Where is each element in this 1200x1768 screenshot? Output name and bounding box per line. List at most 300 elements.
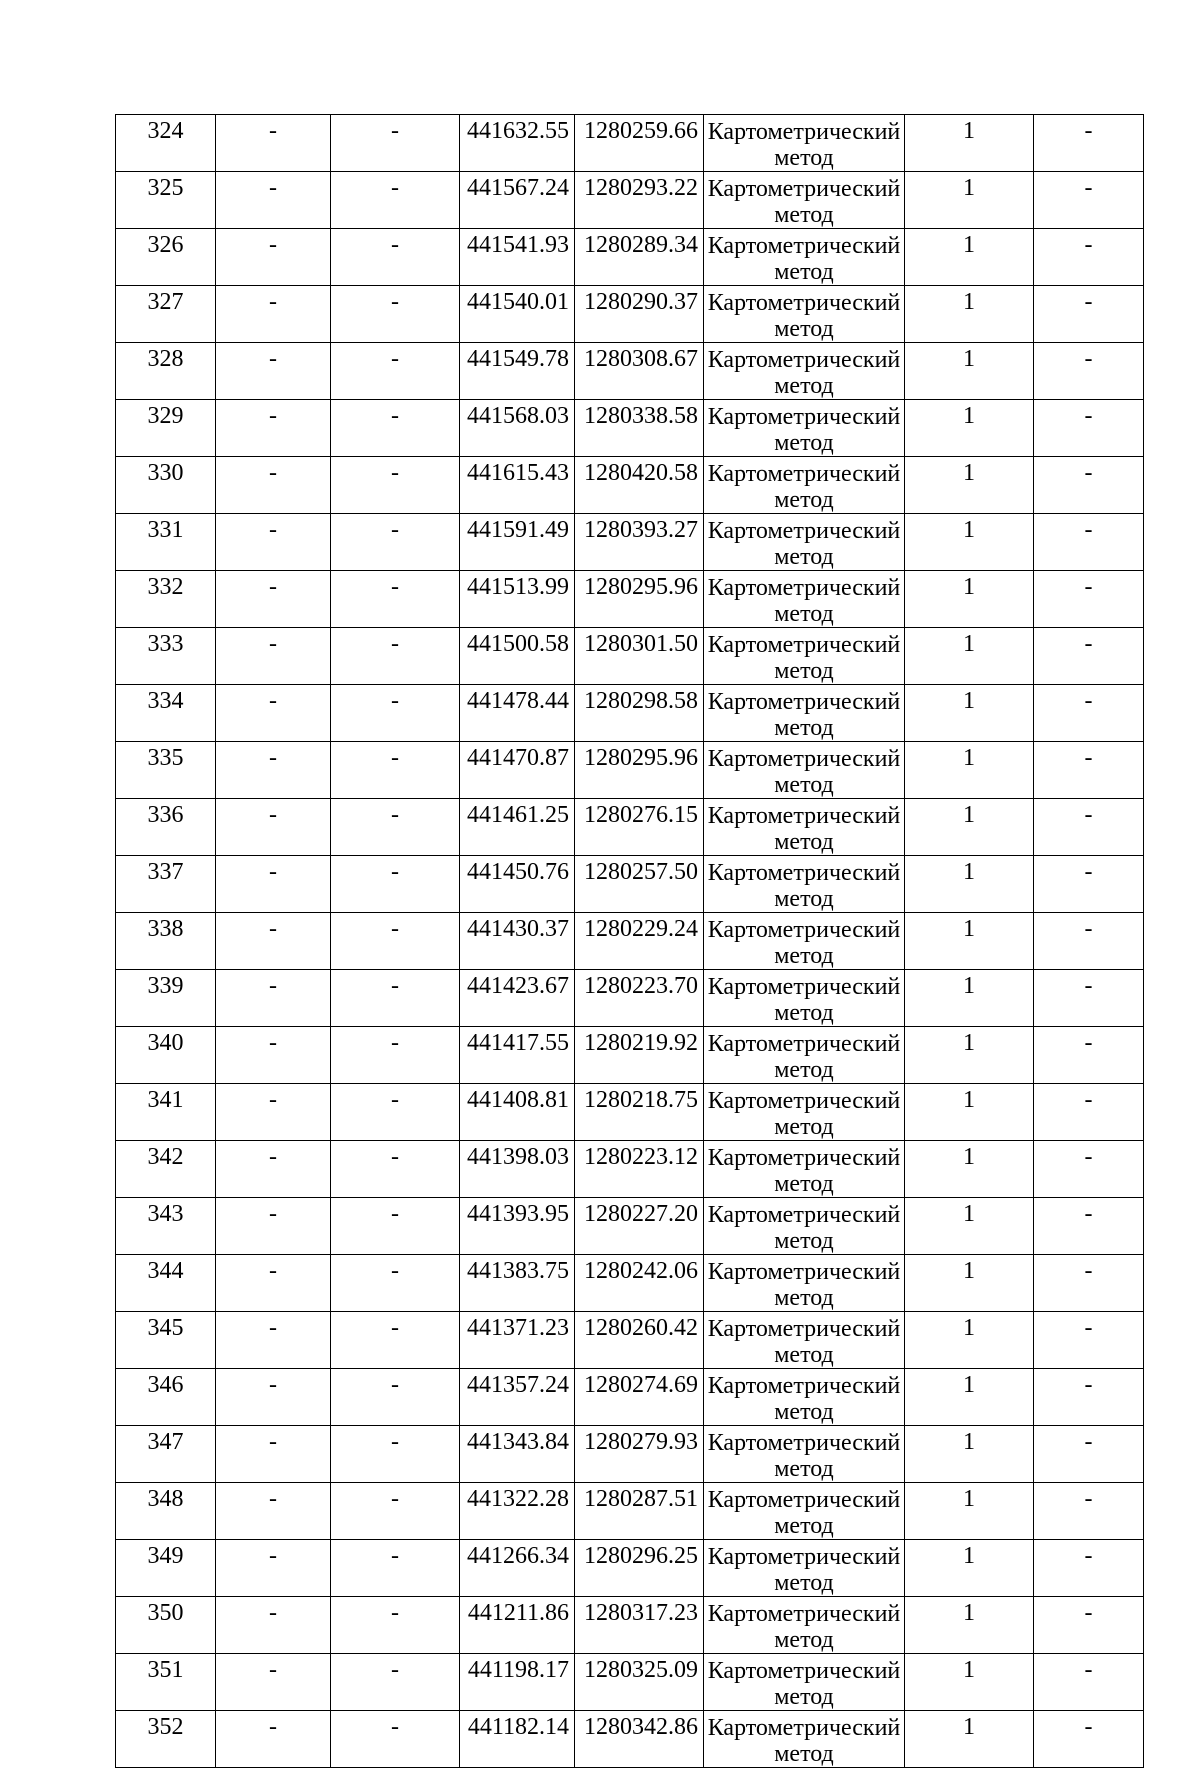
- point-number: 336: [147, 802, 184, 828]
- point-number: 352: [147, 1714, 184, 1740]
- dash-value: -: [269, 1258, 277, 1284]
- dash-value: -: [1084, 1657, 1093, 1683]
- point-number: 329: [147, 403, 184, 429]
- dash-value: -: [1084, 1429, 1093, 1455]
- dash-cell: [1034, 913, 1144, 970]
- accuracy-cell: [905, 1141, 1034, 1198]
- dash-cell: [216, 286, 331, 343]
- accuracy-value: 1: [963, 1372, 975, 1398]
- point-number: 347: [147, 1429, 184, 1455]
- point-number: 325: [147, 175, 184, 201]
- dash-value: -: [269, 802, 277, 828]
- table-row: [116, 1483, 1144, 1540]
- dash-cell: [1034, 343, 1144, 400]
- method-text: Картометрический метод: [707, 176, 901, 228]
- dash-cell: [1034, 1198, 1144, 1255]
- method-text: Картометрический метод: [707, 404, 901, 456]
- y-coordinate-cell: [575, 115, 704, 172]
- dash-value: -: [269, 175, 277, 201]
- dash-cell: [1034, 1084, 1144, 1141]
- dash-cell: [216, 1654, 331, 1711]
- method-text: Картометрический метод: [707, 119, 901, 171]
- dash-value: -: [1084, 118, 1093, 144]
- y-coordinate: 1280325.09: [584, 1657, 698, 1683]
- dash-value: -: [391, 1429, 399, 1455]
- point-number: 338: [147, 916, 184, 942]
- x-coordinate-cell: [460, 1369, 575, 1426]
- method-cell: [704, 343, 905, 400]
- y-coordinate-cell: [575, 856, 704, 913]
- dash-cell: [1034, 1711, 1144, 1768]
- dash-value: -: [1084, 232, 1093, 258]
- dash-cell: [331, 1654, 460, 1711]
- point-number: 337: [147, 859, 184, 885]
- dash-cell: [216, 1084, 331, 1141]
- x-coordinate-cell: [460, 1483, 575, 1540]
- dash-cell: [1034, 457, 1144, 514]
- accuracy-value: 1: [963, 517, 975, 543]
- dash-cell: [331, 1198, 460, 1255]
- y-coordinate: 1280260.42: [584, 1315, 698, 1341]
- x-coordinate: 441540.01: [467, 289, 569, 315]
- x-coordinate: 441343.84: [467, 1429, 569, 1455]
- y-coordinate: 1280274.69: [584, 1372, 698, 1398]
- dash-value: -: [1084, 1144, 1093, 1170]
- dash-cell: [1034, 286, 1144, 343]
- y-coordinate-cell: [575, 229, 704, 286]
- dash-value: -: [269, 1372, 277, 1398]
- accuracy-value: 1: [963, 1543, 975, 1569]
- dash-value: -: [1084, 1030, 1093, 1056]
- point-number-cell: [116, 1084, 216, 1141]
- dash-cell: [216, 400, 331, 457]
- dash-value: -: [269, 916, 277, 942]
- table-row: [116, 457, 1144, 514]
- accuracy-value: 1: [963, 1144, 975, 1170]
- method-cell: [704, 856, 905, 913]
- y-coordinate: 1280276.15: [584, 802, 698, 828]
- dash-value: -: [391, 118, 399, 144]
- x-coordinate: 441371.23: [467, 1315, 569, 1341]
- y-coordinate: 1280301.50: [584, 631, 698, 657]
- dash-cell: [216, 1711, 331, 1768]
- x-coordinate: 441211.86: [467, 1600, 569, 1626]
- accuracy-cell: [905, 457, 1034, 514]
- point-number: 346: [147, 1372, 184, 1398]
- dash-cell: [331, 457, 460, 514]
- dash-value: -: [391, 1372, 399, 1398]
- method-text: Картометрический метод: [707, 1601, 901, 1653]
- dash-value: -: [1084, 745, 1093, 771]
- dash-cell: [331, 970, 460, 1027]
- dash-cell: [216, 1597, 331, 1654]
- accuracy-cell: [905, 115, 1034, 172]
- x-coordinate-cell: [460, 343, 575, 400]
- dash-value: -: [1084, 346, 1093, 372]
- dash-cell: [216, 1255, 331, 1312]
- dash-value: -: [391, 973, 399, 999]
- method-cell: [704, 1654, 905, 1711]
- dash-value: -: [269, 346, 277, 372]
- y-coordinate-cell: [575, 1255, 704, 1312]
- accuracy-cell: [905, 229, 1034, 286]
- dash-value: -: [1084, 1600, 1093, 1626]
- dash-cell: [216, 913, 331, 970]
- accuracy-value: 1: [963, 232, 975, 258]
- table-row: [116, 400, 1144, 457]
- dash-cell: [216, 628, 331, 685]
- dash-value: -: [269, 1315, 277, 1341]
- table-row: [116, 343, 1144, 400]
- dash-cell: [1034, 1654, 1144, 1711]
- point-number-cell: [116, 115, 216, 172]
- point-number-cell: [116, 1027, 216, 1084]
- x-coordinate: 441266.34: [467, 1543, 569, 1569]
- dash-cell: [1034, 1597, 1144, 1654]
- x-coordinate-cell: [460, 913, 575, 970]
- y-coordinate: 1280218.75: [584, 1087, 698, 1113]
- accuracy-cell: [905, 1255, 1034, 1312]
- method-text: Картометрический метод: [707, 1316, 901, 1368]
- dash-cell: [1034, 1255, 1144, 1312]
- table-row: [116, 685, 1144, 742]
- dash-cell: [1034, 1027, 1144, 1084]
- x-coordinate-cell: [460, 1426, 575, 1483]
- method-cell: [704, 1711, 905, 1768]
- point-number-cell: [116, 685, 216, 742]
- x-coordinate-cell: [460, 514, 575, 571]
- point-number: 348: [147, 1486, 184, 1512]
- dash-value: -: [391, 802, 399, 828]
- dash-cell: [331, 1540, 460, 1597]
- dash-value: -: [391, 574, 399, 600]
- dash-value: -: [391, 1030, 399, 1056]
- accuracy-cell: [905, 1711, 1034, 1768]
- y-coordinate-cell: [575, 172, 704, 229]
- point-number-cell: [116, 856, 216, 913]
- x-coordinate-cell: [460, 1654, 575, 1711]
- dash-cell: [216, 1198, 331, 1255]
- point-number: 351: [147, 1657, 184, 1683]
- method-cell: [704, 970, 905, 1027]
- y-coordinate: 1280229.24: [584, 916, 698, 942]
- accuracy-cell: [905, 571, 1034, 628]
- method-cell: [704, 742, 905, 799]
- x-coordinate: 441430.37: [467, 916, 569, 942]
- dash-value: -: [391, 1600, 399, 1626]
- dash-value: -: [269, 1144, 277, 1170]
- dash-value: -: [1084, 631, 1093, 657]
- x-coordinate: 441182.14: [467, 1714, 569, 1740]
- dash-value: -: [1084, 1714, 1093, 1740]
- dash-value: -: [269, 289, 277, 315]
- table-row: [116, 1540, 1144, 1597]
- table-row: [116, 1597, 1144, 1654]
- dash-cell: [331, 799, 460, 856]
- x-coordinate-cell: [460, 742, 575, 799]
- table-row: [116, 115, 1144, 172]
- y-coordinate-cell: [575, 1369, 704, 1426]
- dash-cell: [331, 514, 460, 571]
- dash-value: -: [269, 1714, 277, 1740]
- y-coordinate-cell: [575, 1426, 704, 1483]
- accuracy-value: 1: [963, 175, 975, 201]
- accuracy-cell: [905, 1483, 1034, 1540]
- dash-cell: [331, 1369, 460, 1426]
- accuracy-value: 1: [963, 289, 975, 315]
- y-coordinate: 1280223.70: [584, 973, 698, 999]
- dash-cell: [331, 1312, 460, 1369]
- point-number-cell: [116, 1255, 216, 1312]
- dash-value: -: [391, 1258, 399, 1284]
- point-number: 341: [147, 1087, 184, 1113]
- x-coordinate: 441383.75: [467, 1258, 569, 1284]
- dash-cell: [331, 1426, 460, 1483]
- x-coordinate-cell: [460, 1540, 575, 1597]
- method-text: Картометрический метод: [707, 1658, 901, 1710]
- point-number-cell: [116, 229, 216, 286]
- table-row: [116, 1711, 1144, 1768]
- y-coordinate: 1280223.12: [584, 1144, 698, 1170]
- x-coordinate: 441541.93: [467, 232, 569, 258]
- y-coordinate-cell: [575, 1312, 704, 1369]
- method-cell: [704, 799, 905, 856]
- point-number-cell: [116, 742, 216, 799]
- x-coordinate: 441632.55: [467, 118, 569, 144]
- y-coordinate-cell: [575, 514, 704, 571]
- dash-value: -: [1084, 973, 1093, 999]
- y-coordinate-cell: [575, 742, 704, 799]
- accuracy-value: 1: [963, 859, 975, 885]
- table-row: [116, 1141, 1144, 1198]
- dash-value: -: [391, 631, 399, 657]
- x-coordinate: 441423.67: [467, 973, 569, 999]
- accuracy-cell: [905, 172, 1034, 229]
- y-coordinate: 1280308.67: [584, 346, 698, 372]
- table-row: [116, 514, 1144, 571]
- dash-value: -: [391, 859, 399, 885]
- dash-value: -: [269, 859, 277, 885]
- x-coordinate: 441615.43: [467, 460, 569, 486]
- point-number: 339: [147, 973, 184, 999]
- dash-value: -: [1084, 688, 1093, 714]
- dash-value: -: [269, 745, 277, 771]
- dash-value: -: [1084, 574, 1093, 600]
- dash-value: -: [391, 916, 399, 942]
- accuracy-cell: [905, 1369, 1034, 1426]
- dash-value: -: [1084, 1543, 1093, 1569]
- x-coordinate-cell: [460, 400, 575, 457]
- dash-cell: [216, 1027, 331, 1084]
- point-number: 330: [147, 460, 184, 486]
- y-coordinate: 1280257.50: [584, 859, 698, 885]
- dash-value: -: [391, 1087, 399, 1113]
- table-row: [116, 1312, 1144, 1369]
- point-number-cell: [116, 913, 216, 970]
- dash-cell: [331, 628, 460, 685]
- dash-value: -: [269, 1087, 277, 1113]
- x-coordinate-cell: [460, 799, 575, 856]
- x-coordinate: 441417.55: [467, 1030, 569, 1056]
- dash-cell: [216, 799, 331, 856]
- dash-cell: [1034, 742, 1144, 799]
- dash-cell: [331, 1084, 460, 1141]
- method-text: Картометрический метод: [707, 1373, 901, 1425]
- x-coordinate-cell: [460, 970, 575, 1027]
- x-coordinate-cell: [460, 1255, 575, 1312]
- dash-cell: [216, 457, 331, 514]
- dash-cell: [216, 856, 331, 913]
- dash-cell: [1034, 856, 1144, 913]
- method-text: Картометрический метод: [707, 1202, 901, 1254]
- dash-value: -: [269, 118, 277, 144]
- method-cell: [704, 115, 905, 172]
- dash-cell: [1034, 1540, 1144, 1597]
- y-coordinate-cell: [575, 457, 704, 514]
- dash-cell: [1034, 1312, 1144, 1369]
- x-coordinate: 441408.81: [467, 1087, 569, 1113]
- point-number-cell: [116, 1426, 216, 1483]
- method-cell: [704, 400, 905, 457]
- dash-value: -: [269, 1600, 277, 1626]
- method-text: Картометрический метод: [707, 1088, 901, 1140]
- accuracy-value: 1: [963, 1030, 975, 1056]
- table-row: [116, 571, 1144, 628]
- x-coordinate-cell: [460, 856, 575, 913]
- accuracy-cell: [905, 1540, 1034, 1597]
- table-row: [116, 229, 1144, 286]
- dash-value: -: [391, 232, 399, 258]
- method-text: Картометрический метод: [707, 860, 901, 912]
- dash-value: -: [1084, 916, 1093, 942]
- dash-cell: [331, 172, 460, 229]
- dash-cell: [1034, 400, 1144, 457]
- accuracy-value: 1: [963, 1315, 975, 1341]
- accuracy-cell: [905, 799, 1034, 856]
- dash-cell: [1034, 229, 1144, 286]
- dash-value: -: [1084, 175, 1093, 201]
- dash-value: -: [269, 232, 277, 258]
- x-coordinate: 441568.03: [467, 403, 569, 429]
- method-text: Картометрический метод: [707, 461, 901, 513]
- point-number: 343: [147, 1201, 184, 1227]
- table-row: [116, 1027, 1144, 1084]
- dash-value: -: [391, 745, 399, 771]
- dash-value: -: [391, 403, 399, 429]
- dash-cell: [216, 115, 331, 172]
- method-cell: [704, 1426, 905, 1483]
- dash-value: -: [391, 1486, 399, 1512]
- point-number-cell: [116, 1483, 216, 1540]
- y-coordinate-cell: [575, 286, 704, 343]
- dash-cell: [331, 1255, 460, 1312]
- dash-cell: [216, 742, 331, 799]
- x-coordinate: 441461.25: [467, 802, 569, 828]
- dash-cell: [1034, 115, 1144, 172]
- dash-value: -: [1084, 1486, 1093, 1512]
- dash-cell: [216, 685, 331, 742]
- dash-value: -: [269, 574, 277, 600]
- dash-value: -: [269, 460, 277, 486]
- point-number-cell: [116, 400, 216, 457]
- y-coordinate: 1280287.51: [584, 1486, 698, 1512]
- x-coordinate-cell: [460, 1084, 575, 1141]
- method-cell: [704, 1597, 905, 1654]
- dash-value: -: [391, 1315, 399, 1341]
- dash-value: -: [269, 1543, 277, 1569]
- table-row: [116, 1426, 1144, 1483]
- accuracy-value: 1: [963, 745, 975, 771]
- accuracy-value: 1: [963, 1486, 975, 1512]
- dash-cell: [331, 685, 460, 742]
- y-coordinate-cell: [575, 1597, 704, 1654]
- point-number-cell: [116, 514, 216, 571]
- dash-cell: [331, 400, 460, 457]
- dash-value: -: [1084, 1087, 1093, 1113]
- method-cell: [704, 1198, 905, 1255]
- y-coordinate-cell: [575, 628, 704, 685]
- dash-cell: [216, 1540, 331, 1597]
- dash-cell: [1034, 1483, 1144, 1540]
- dash-cell: [1034, 571, 1144, 628]
- dash-value: -: [1084, 859, 1093, 885]
- method-cell: [704, 172, 905, 229]
- dash-cell: [216, 1141, 331, 1198]
- point-number-cell: [116, 1540, 216, 1597]
- accuracy-cell: [905, 1312, 1034, 1369]
- y-coordinate-cell: [575, 1483, 704, 1540]
- method-text: Картометрический метод: [707, 347, 901, 399]
- y-coordinate: 1280298.58: [584, 688, 698, 714]
- y-coordinate-cell: [575, 1654, 704, 1711]
- dash-cell: [331, 913, 460, 970]
- point-number: 335: [147, 745, 184, 771]
- table-row: [116, 799, 1144, 856]
- dash-value: -: [391, 1714, 399, 1740]
- y-coordinate-cell: [575, 571, 704, 628]
- dash-cell: [331, 571, 460, 628]
- y-coordinate-cell: [575, 400, 704, 457]
- y-coordinate-cell: [575, 1540, 704, 1597]
- point-number-cell: [116, 1711, 216, 1768]
- point-number: 332: [147, 574, 184, 600]
- table-row: [116, 913, 1144, 970]
- dash-cell: [331, 1483, 460, 1540]
- accuracy-value: 1: [963, 118, 975, 144]
- accuracy-cell: [905, 913, 1034, 970]
- accuracy-value: 1: [963, 1201, 975, 1227]
- accuracy-value: 1: [963, 688, 975, 714]
- point-number-cell: [116, 286, 216, 343]
- table-row: [116, 1084, 1144, 1141]
- accuracy-cell: [905, 1426, 1034, 1483]
- y-coordinate: 1280259.66: [584, 118, 698, 144]
- dash-value: -: [1084, 1315, 1093, 1341]
- y-coordinate: 1280290.37: [584, 289, 698, 315]
- point-number-cell: [116, 172, 216, 229]
- point-number: 327: [147, 289, 184, 315]
- x-coordinate-cell: [460, 457, 575, 514]
- accuracy-cell: [905, 286, 1034, 343]
- accuracy-cell: [905, 400, 1034, 457]
- accuracy-value: 1: [963, 802, 975, 828]
- y-coordinate: 1280342.86: [584, 1714, 698, 1740]
- dash-value: -: [269, 1429, 277, 1455]
- y-coordinate-cell: [575, 1084, 704, 1141]
- method-cell: [704, 1255, 905, 1312]
- point-number-cell: [116, 457, 216, 514]
- dash-cell: [216, 1483, 331, 1540]
